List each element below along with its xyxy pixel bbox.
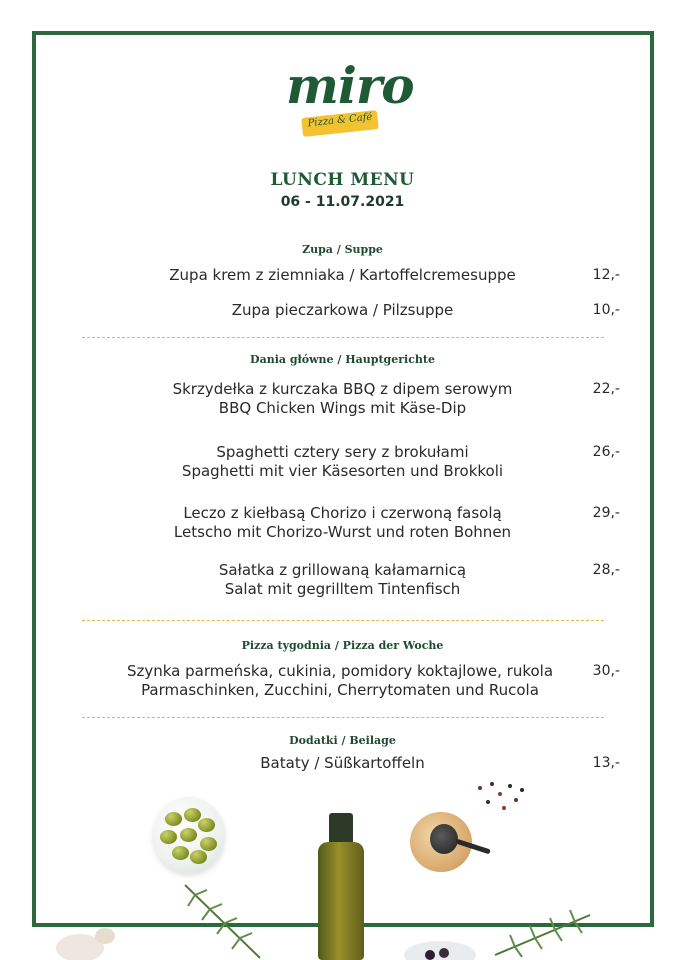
dish-line-polish: Skrzydełka z kurczaka BBQ z dipem serowym: [172, 380, 513, 398]
rosemary-left-image: [180, 880, 270, 960]
brand-logo: [280, 56, 414, 140]
olive-image: [190, 850, 207, 864]
section-title-sides: Dodatki / Beilage: [289, 734, 396, 747]
olive-image: [184, 808, 201, 822]
section-divider: [82, 337, 604, 338]
pepper-grinder-top-image: [430, 824, 458, 854]
dish-item: [100, 266, 585, 285]
oil-bottle-image: [318, 842, 364, 960]
dish-line: Bataty / Süßkartoffeln: [260, 754, 425, 772]
menu-dates: 06 - 11.07.2021: [280, 194, 405, 210]
olive-image: [198, 818, 215, 832]
dish-line-polish: Leczo z kiełbasą Chorizo i czerwoną fasolą: [183, 504, 502, 522]
rosemary-right-image: [490, 905, 600, 960]
dish-item: [100, 754, 585, 773]
dish-line-german: BBQ Chicken Wings mit Käse-Dip: [218, 399, 467, 417]
oil-bottle-neck-image: [329, 813, 353, 845]
section-title-pizza: Pizza tygodnia / Pizza der Woche: [241, 639, 444, 652]
section-title-soup: Zupa / Suppe: [302, 243, 383, 256]
section-divider: [82, 620, 604, 621]
dish-item: [100, 561, 585, 599]
logo-wordmark: miro: [286, 56, 414, 115]
dish-price: 10,-: [592, 302, 620, 318]
dish-item: [100, 380, 585, 418]
olive-dish-image: [400, 935, 480, 960]
olive-image: [180, 828, 197, 842]
dish-item: [100, 301, 585, 320]
logo-tagline: Pizza & Café: [307, 111, 373, 130]
dish-line-polish: Spaghetti cztery sery z brokułami: [216, 443, 469, 461]
dish-line-polish: Sałatka z grillowaną kałamarnicą: [218, 561, 467, 579]
olive-image: [172, 846, 189, 860]
garlic-image: [50, 920, 130, 960]
dish-item: [100, 443, 585, 481]
dish-price: 12,-: [592, 267, 620, 283]
dish-line-german: Letscho mit Chorizo-Wurst und roten Bohnen: [173, 523, 512, 541]
dish-price: 26,-: [592, 444, 620, 460]
dish-line: Zupa pieczarkowa / Pilzsuppe: [231, 301, 454, 319]
dish-line-german: Parmaschinken, Zucchini, Cherrytomaten und Rucola: [141, 681, 539, 699]
section-divider: [82, 717, 604, 718]
dish-line-german: Salat mit gegrilltem Tintenfisch: [224, 580, 461, 598]
olive-image: [160, 830, 177, 844]
dish-line-german: Spaghetti mit vier Käsesorten und Brokkoli: [181, 462, 504, 480]
dish-price: 29,-: [592, 505, 620, 521]
dish-line: Zupa krem z ziemniaka / Kartoffelcremesuppe: [169, 266, 516, 284]
dish-price: 30,-: [592, 663, 620, 679]
dish-item: [95, 662, 585, 700]
dish-item: [100, 504, 585, 542]
dish-price: 22,-: [592, 381, 620, 397]
section-title-mains: Dania główne / Hauptgerichte: [250, 353, 435, 366]
dish-price: 28,-: [592, 562, 620, 578]
menu-title: LUNCH MENU: [270, 170, 415, 190]
peppercorns-image: [470, 778, 530, 828]
olive-image: [200, 837, 217, 851]
dish-line-polish: Szynka parmeńska, cukinia, pomidory koktajlowe, rukola: [126, 662, 554, 680]
dish-price: 13,-: [592, 755, 620, 771]
olive-image: [165, 812, 182, 826]
